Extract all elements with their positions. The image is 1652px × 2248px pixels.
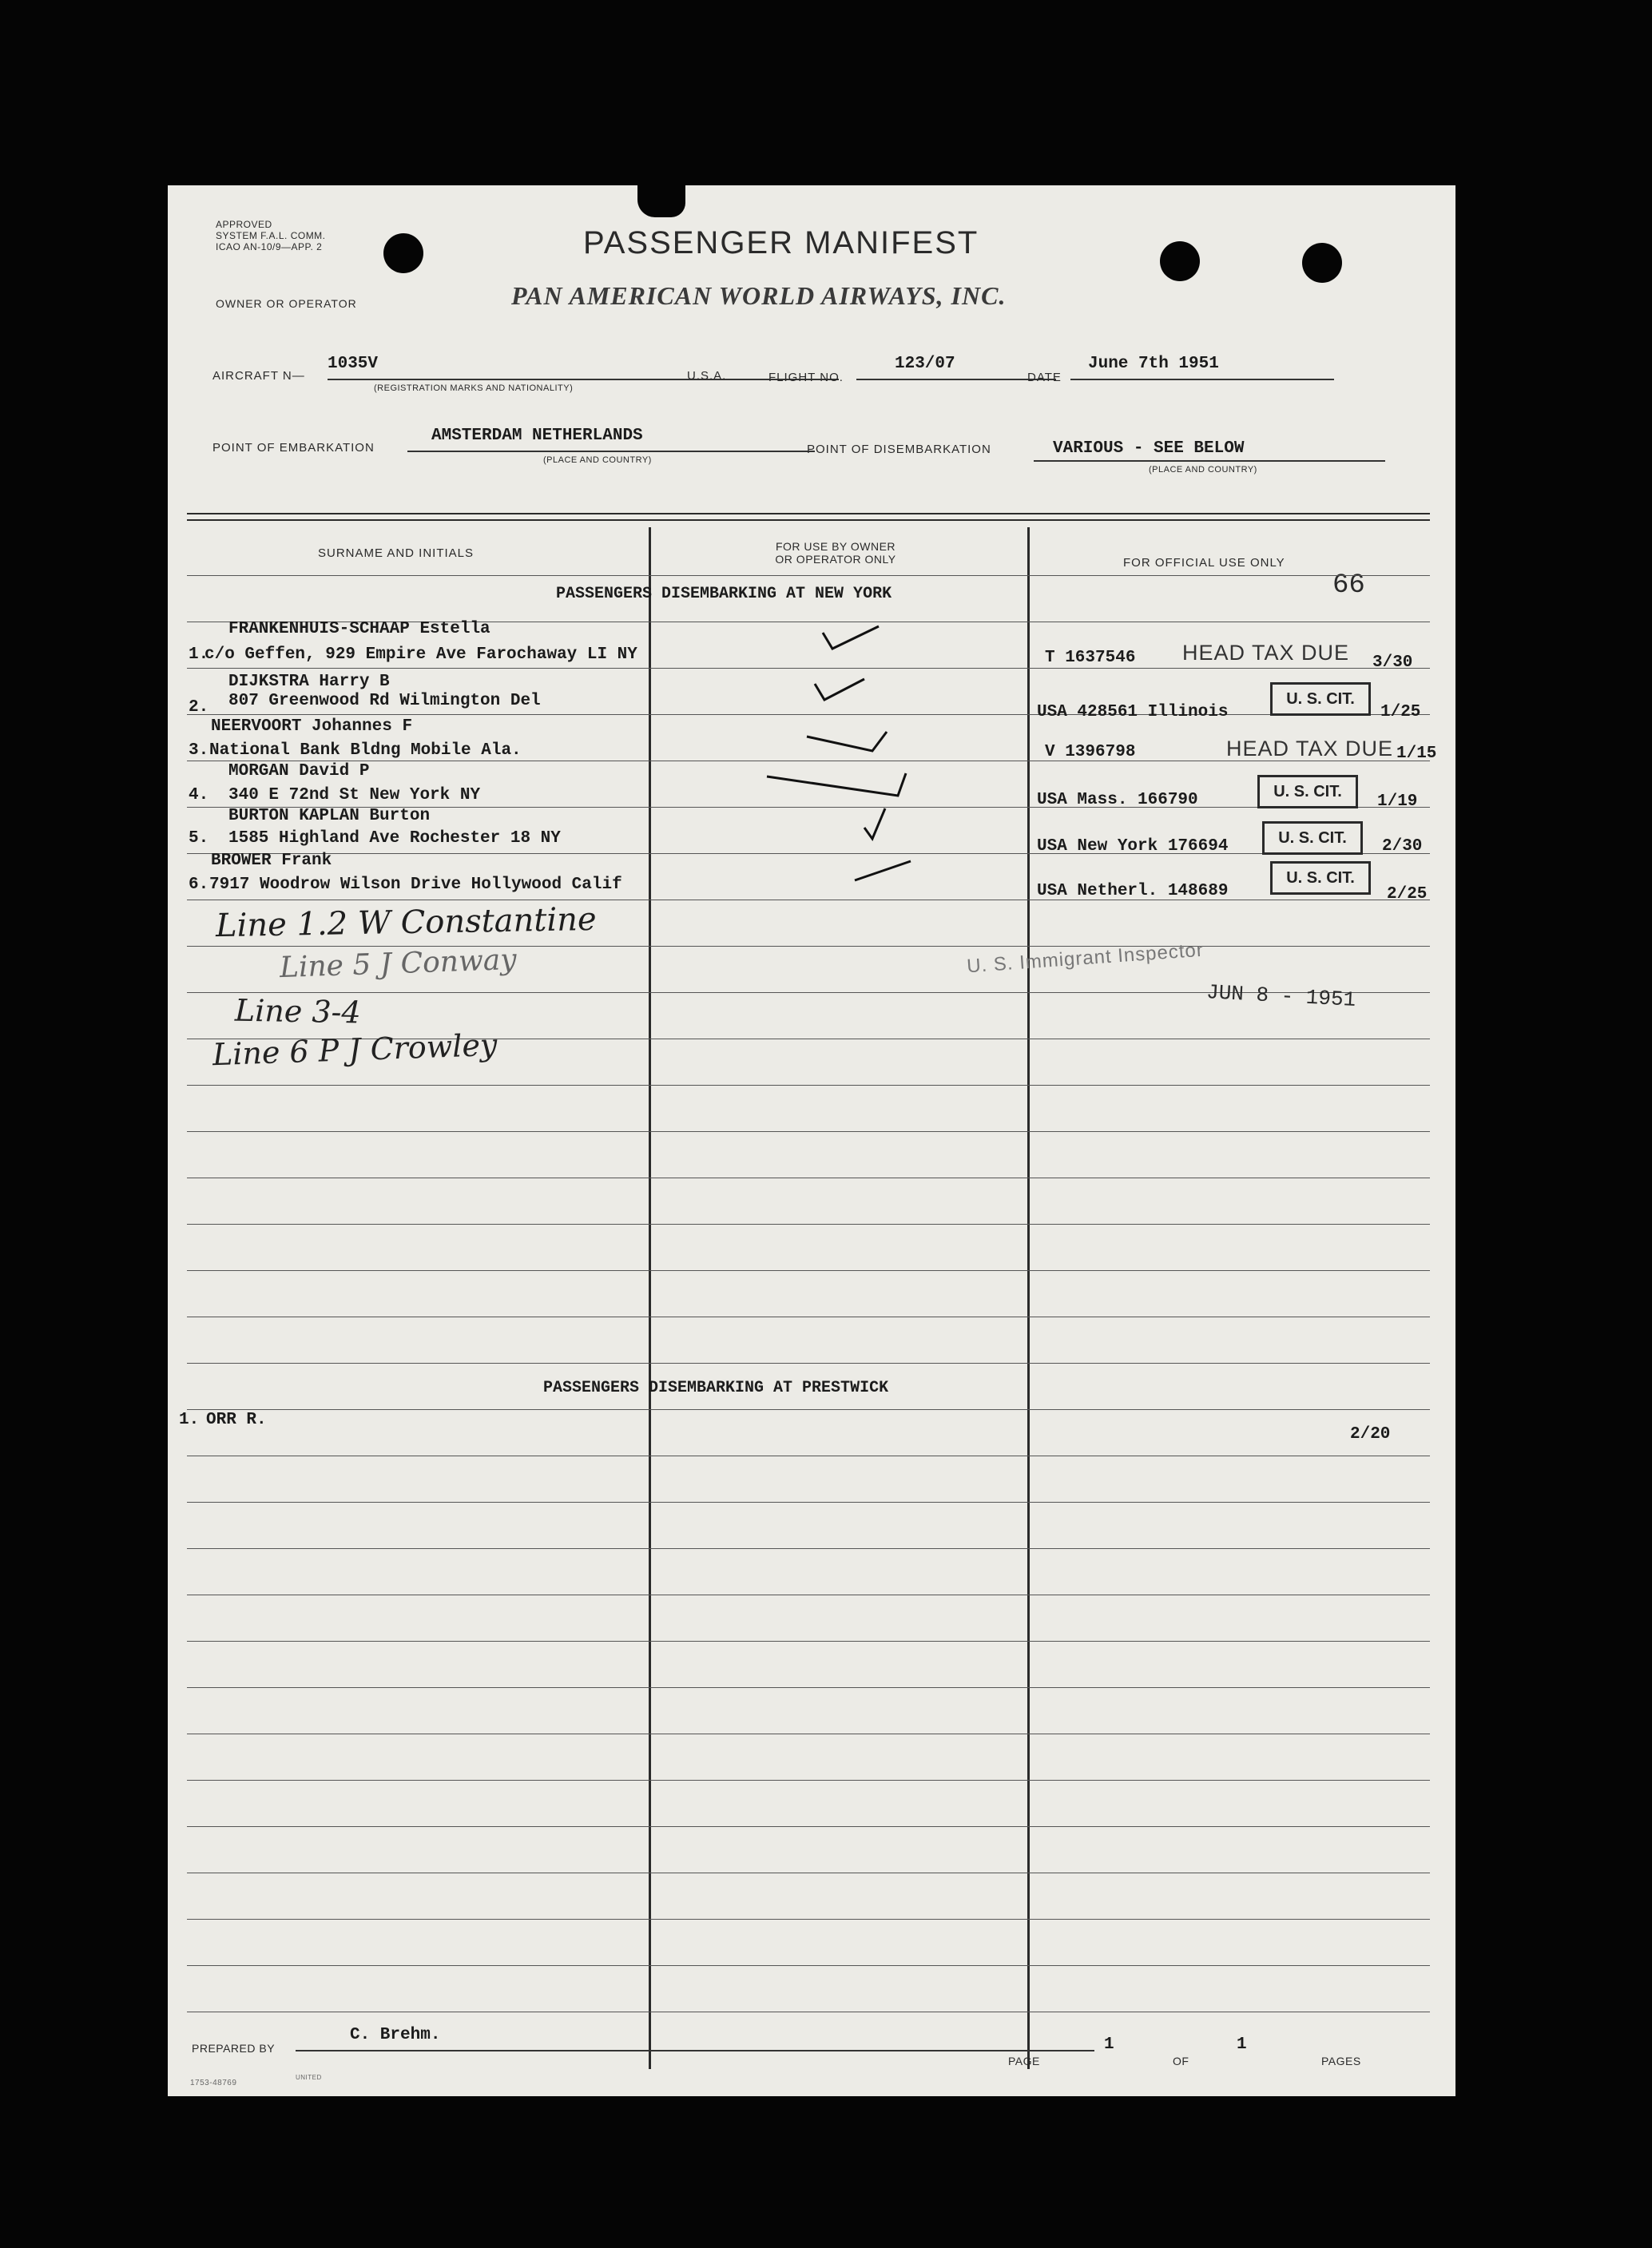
prestwick-name: ORR R. bbox=[206, 1411, 267, 1429]
col-owner-use: FOR USE BY OWNER OR OPERATOR ONLY bbox=[775, 540, 896, 566]
date-value: June 7th 1951 bbox=[1088, 355, 1219, 373]
section-prestwick: PASSENGERS DISEMBARKING AT PRESTWICK bbox=[543, 1379, 889, 1397]
col-surname: SURNAME AND INITIALS bbox=[318, 546, 475, 560]
disembarkation-label: POINT OF DISEMBARKATION bbox=[807, 443, 991, 456]
flight-value: 123/07 bbox=[895, 355, 955, 373]
owner-label: OWNER OR OPERATOR bbox=[216, 297, 357, 310]
aircraft-label: AIRCRAFT N— bbox=[212, 369, 305, 383]
pages-label: PAGES bbox=[1321, 2055, 1361, 2067]
ruled-line bbox=[187, 1270, 1430, 1271]
punch-hole bbox=[1302, 243, 1342, 283]
passenger-official: USA New York 176694 bbox=[1037, 837, 1229, 856]
of-value: 1 bbox=[1237, 2036, 1247, 2054]
check-mark bbox=[767, 773, 906, 796]
passenger-official: T 1637546 bbox=[1045, 649, 1136, 667]
head-tax-stamp: HEAD TAX DUE bbox=[1226, 737, 1394, 761]
passenger-tally: 2/30 bbox=[1382, 837, 1423, 856]
printer-code: 1753-48769 bbox=[190, 2079, 237, 2087]
date-underline bbox=[1070, 379, 1334, 380]
page-title: PASSENGER MANIFEST bbox=[583, 225, 979, 260]
passenger-name: NEERVOORT Johannes F bbox=[211, 717, 413, 736]
disembarkation-underline bbox=[1034, 460, 1385, 462]
us-cit-stamp: U. S. CIT. bbox=[1257, 775, 1358, 808]
prestwick-tally: 2/20 bbox=[1350, 1425, 1391, 1444]
embarkation-label: POINT OF EMBARKATION bbox=[212, 441, 375, 455]
passenger-official: USA Netherl. 148689 bbox=[1037, 882, 1229, 900]
passenger-name: DIJKSTRA Harry B bbox=[228, 673, 390, 691]
passenger-number: 5. bbox=[189, 829, 209, 848]
ruled-line bbox=[187, 1409, 1430, 1410]
manifest-sheet bbox=[168, 185, 1455, 2096]
ruled-line bbox=[187, 1826, 1430, 1827]
check-mark bbox=[815, 679, 864, 700]
approval-block: APPROVED SYSTEM F.A.L. COMM. ICAO AN-10/9—APP. 2 bbox=[216, 219, 326, 252]
passenger-address: 1585 Highland Ave Rochester 18 NY bbox=[228, 829, 561, 848]
handwritten-signoff: Line 3-4 bbox=[234, 992, 361, 1031]
punch-hole bbox=[1160, 241, 1200, 281]
passenger-address: 807 Greenwood Rd Wilmington Del bbox=[228, 692, 541, 710]
flight-label: FLIGHT NO. bbox=[768, 371, 844, 384]
ruled-line bbox=[187, 1780, 1430, 1781]
passenger-official: USA Mass. 166790 bbox=[1037, 791, 1198, 809]
official-number: 66 bbox=[1332, 570, 1365, 601]
passenger-tally: 3/30 bbox=[1372, 653, 1413, 672]
page-value: 1 bbox=[1104, 2036, 1114, 2054]
embarkation-note: (PLACE AND COUNTRY) bbox=[543, 455, 652, 465]
us-cit-stamp: U. S. CIT. bbox=[1270, 682, 1371, 716]
ruled-line bbox=[187, 1131, 1430, 1132]
punch-hole bbox=[383, 233, 423, 273]
aircraft-value: 1035V bbox=[328, 355, 379, 373]
embarkation-value: AMSTERDAM NETHERLANDS bbox=[431, 427, 643, 445]
head-tax-stamp: HEAD TAX DUE bbox=[1182, 641, 1350, 665]
of-label: OF bbox=[1173, 2055, 1189, 2067]
ruled-line bbox=[187, 1085, 1430, 1086]
col-official: FOR OFFICIAL USE ONLY bbox=[1123, 556, 1285, 570]
prepared-label: PREPARED BY bbox=[192, 2042, 276, 2055]
page-label: PAGE bbox=[1008, 2055, 1040, 2067]
passenger-name: FRANKENHUIS-SCHAAP Estella bbox=[228, 620, 490, 638]
check-mark bbox=[807, 732, 887, 751]
handwritten-signoff: Line 5 J Conway bbox=[279, 943, 518, 985]
handwritten-signoff: Line 6 P J Crowley bbox=[212, 1027, 498, 1073]
handwritten-signoff: Line 1.2 W Constantine bbox=[215, 900, 597, 945]
footer-underline bbox=[296, 2050, 1094, 2051]
passenger-number: 6. bbox=[189, 876, 209, 894]
ruled-line bbox=[187, 575, 1430, 576]
passenger-name: BROWER Frank bbox=[211, 852, 332, 870]
torn-notch bbox=[637, 185, 685, 217]
ruled-line bbox=[187, 1363, 1430, 1364]
ruled-line bbox=[187, 1919, 1430, 1920]
registration-note: (REGISTRATION MARKS AND NATIONALITY) bbox=[374, 383, 574, 393]
header-rule bbox=[187, 513, 1430, 514]
passenger-tally: 2/25 bbox=[1387, 885, 1428, 904]
us-cit-stamp: U. S. CIT. bbox=[1262, 821, 1363, 855]
section-new-york: PASSENGERS DISEMBARKING AT NEW YORK bbox=[556, 585, 892, 603]
passenger-number: 3. bbox=[189, 741, 209, 760]
passenger-address: 340 E 72nd St New York NY bbox=[228, 786, 481, 804]
owner-value: PAN AMERICAN WORLD AIRWAYS, INC. bbox=[511, 281, 1007, 310]
ruled-line bbox=[187, 1548, 1430, 1549]
passenger-tally: 1/15 bbox=[1396, 745, 1437, 763]
us-cit-stamp: U. S. CIT. bbox=[1270, 861, 1371, 895]
ruled-line bbox=[187, 1502, 1430, 1503]
prestwick-number: 1. bbox=[179, 1411, 200, 1429]
embarkation-underline bbox=[407, 451, 815, 452]
passenger-official: V 1396798 bbox=[1045, 743, 1136, 761]
date-label: DATE bbox=[1027, 371, 1062, 384]
prepared-value: C. Brehm. bbox=[350, 2026, 441, 2044]
aircraft-underline bbox=[328, 379, 839, 380]
ruled-line bbox=[187, 1965, 1430, 1966]
passenger-tally: 1/25 bbox=[1380, 703, 1421, 721]
column-divider bbox=[1027, 527, 1030, 2069]
ruled-line bbox=[187, 1224, 1430, 1225]
passenger-address: National Bank Bldng Mobile Ala. bbox=[209, 741, 522, 760]
inspector-stamp: U. S. Immigrant Inspector bbox=[966, 939, 1205, 978]
ruled-line bbox=[187, 1687, 1430, 1688]
check-mark bbox=[823, 626, 879, 649]
passenger-number: 1. bbox=[189, 645, 209, 664]
passenger-address: 7917 Woodrow Wilson Drive Hollywood Calif bbox=[209, 876, 622, 894]
flight-underline bbox=[856, 379, 1056, 380]
inspector-stamp-date: JUN 8 - 1951 bbox=[1205, 980, 1356, 1012]
passenger-name: BURTON KAPLAN Burton bbox=[228, 807, 431, 825]
disembarkation-value: VARIOUS - SEE BELOW bbox=[1053, 439, 1245, 458]
usa-label: U.S.A. bbox=[687, 369, 727, 383]
ruled-line bbox=[187, 1641, 1430, 1642]
printer-mark: UNITED bbox=[296, 2074, 322, 2081]
passenger-number: 2. bbox=[189, 698, 209, 717]
passenger-number: 4. bbox=[189, 786, 209, 804]
header-rule bbox=[187, 519, 1430, 521]
disembarkation-note: (PLACE AND COUNTRY) bbox=[1149, 465, 1257, 475]
check-marks bbox=[647, 617, 935, 1064]
passenger-name: MORGAN David P bbox=[228, 762, 370, 780]
check-mark bbox=[864, 808, 885, 839]
passenger-official: USA 428561 Illinois bbox=[1037, 703, 1229, 721]
passenger-address: c/o Geffen, 929 Empire Ave Farochaway LI NY bbox=[205, 645, 637, 664]
passenger-tally: 1/19 bbox=[1377, 792, 1418, 811]
check-mark bbox=[855, 861, 911, 880]
